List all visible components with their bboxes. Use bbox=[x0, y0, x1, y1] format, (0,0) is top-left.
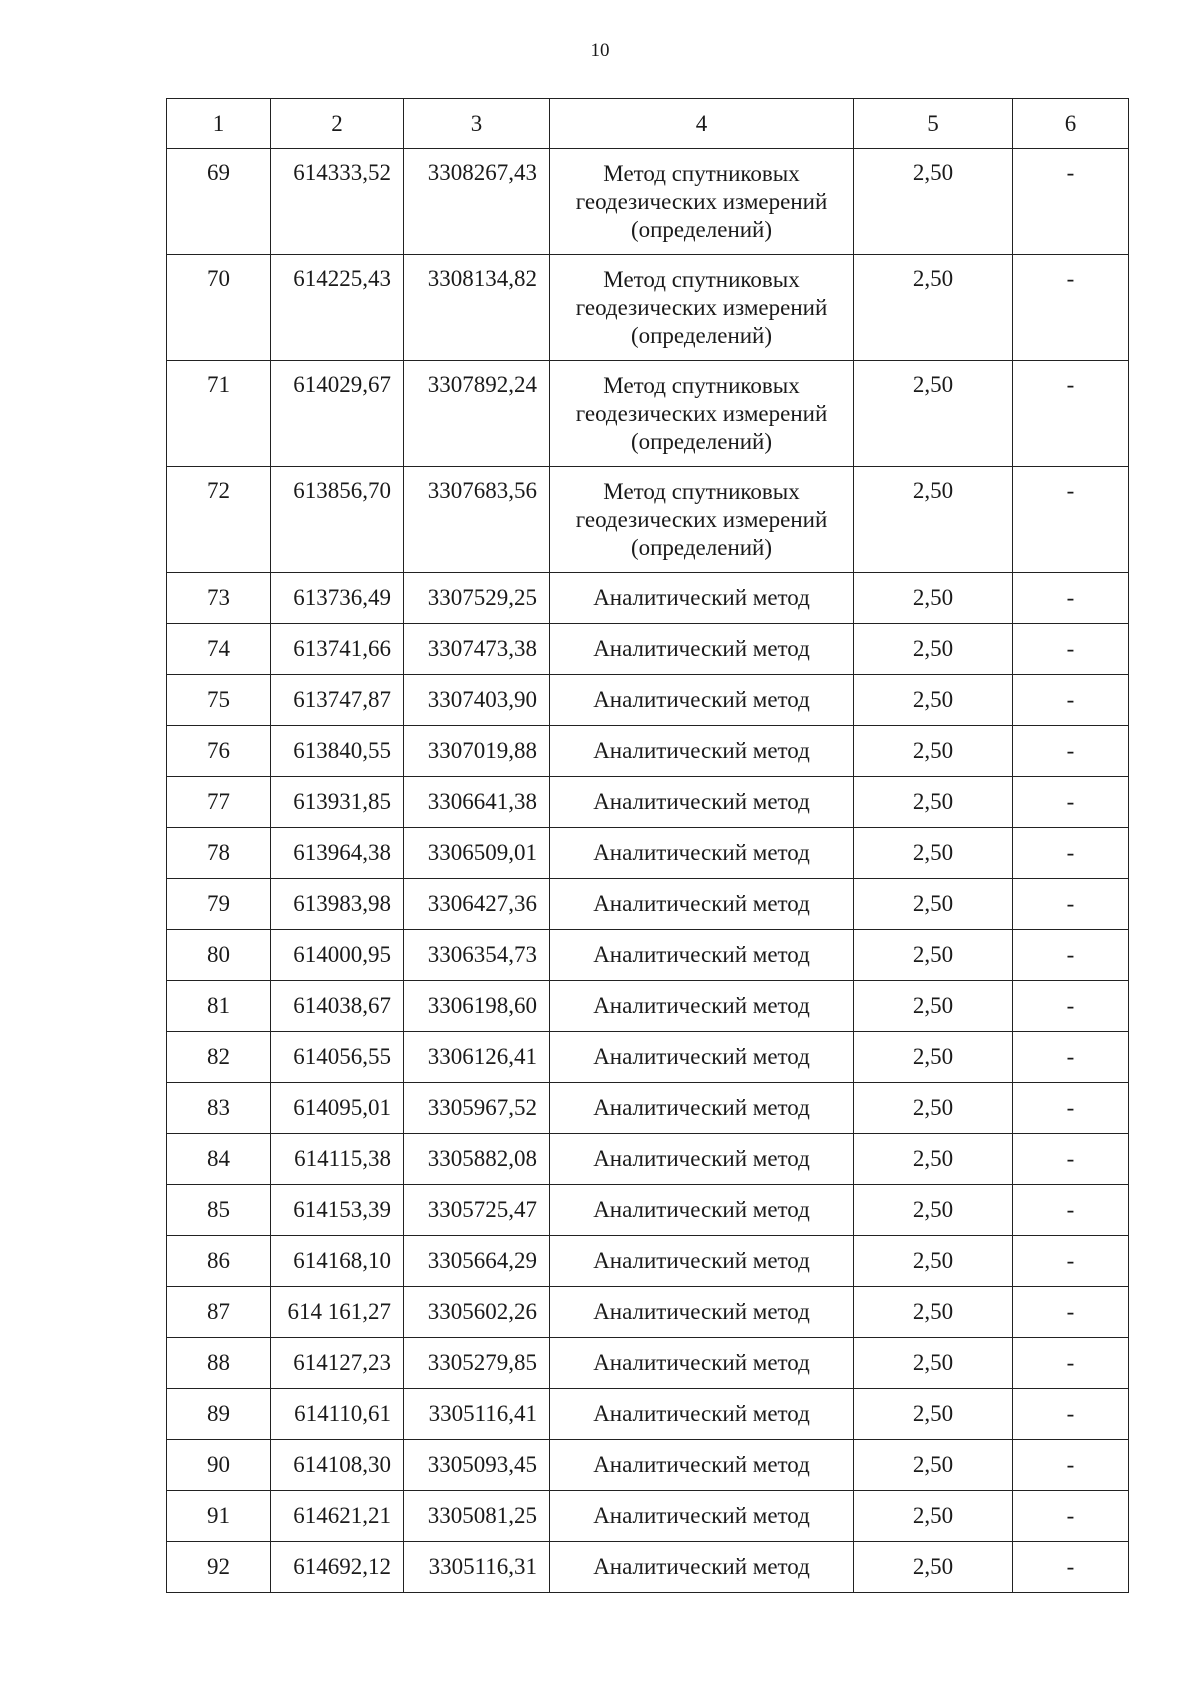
accuracy-cell: 2,50 bbox=[854, 149, 1013, 255]
accuracy-cell: 2,50 bbox=[854, 255, 1013, 361]
y-coordinate-cell: 3305081,25 bbox=[404, 1491, 550, 1542]
x-coordinate-cell: 613983,98 bbox=[271, 879, 404, 930]
method-cell: Аналитический метод bbox=[550, 1440, 854, 1491]
point-number-cell: 89 bbox=[167, 1389, 271, 1440]
y-coordinate-cell: 3307683,56 bbox=[404, 467, 550, 573]
point-number-cell: 72 bbox=[167, 467, 271, 573]
method-cell: Метод спутниковых геодезических измерений (определений) bbox=[550, 149, 854, 255]
accuracy-cell: 2,50 bbox=[854, 1389, 1013, 1440]
y-coordinate-cell: 3306509,01 bbox=[404, 828, 550, 879]
table-row bbox=[167, 1389, 1129, 1440]
method-cell: Аналитический метод bbox=[550, 1083, 854, 1134]
note-cell: - bbox=[1013, 624, 1129, 675]
method-cell: Аналитический метод bbox=[550, 1185, 854, 1236]
accuracy-cell: 2,50 bbox=[854, 828, 1013, 879]
point-number-cell: 85 bbox=[167, 1185, 271, 1236]
note-cell: - bbox=[1013, 1185, 1129, 1236]
x-coordinate-cell: 613964,38 bbox=[271, 828, 404, 879]
note-cell: - bbox=[1013, 879, 1129, 930]
note-cell: - bbox=[1013, 361, 1129, 467]
accuracy-cell: 2,50 bbox=[854, 879, 1013, 930]
accuracy-cell: 2,50 bbox=[854, 1491, 1013, 1542]
table-row bbox=[167, 1338, 1129, 1389]
point-number-cell: 86 bbox=[167, 1236, 271, 1287]
y-coordinate-cell: 3305279,85 bbox=[404, 1338, 550, 1389]
y-coordinate-cell: 3305093,45 bbox=[404, 1440, 550, 1491]
table-row bbox=[167, 255, 1129, 361]
point-number-cell: 70 bbox=[167, 255, 271, 361]
accuracy-cell: 2,50 bbox=[854, 930, 1013, 981]
table-row bbox=[167, 1083, 1129, 1134]
header-cell-3: 3 bbox=[404, 99, 550, 149]
y-coordinate-cell: 3305602,26 bbox=[404, 1287, 550, 1338]
table-row bbox=[167, 1185, 1129, 1236]
accuracy-cell: 2,50 bbox=[854, 1542, 1013, 1593]
point-number-cell: 83 bbox=[167, 1083, 271, 1134]
x-coordinate-cell: 613741,66 bbox=[271, 624, 404, 675]
note-cell: - bbox=[1013, 1236, 1129, 1287]
x-coordinate-cell: 614110,61 bbox=[271, 1389, 404, 1440]
method-cell: Аналитический метод bbox=[550, 1134, 854, 1185]
method-cell: Метод спутниковых геодезических измерений (определений) bbox=[550, 255, 854, 361]
table-row bbox=[167, 1440, 1129, 1491]
table-row bbox=[167, 1134, 1129, 1185]
y-coordinate-cell: 3307892,24 bbox=[404, 361, 550, 467]
note-cell: - bbox=[1013, 1134, 1129, 1185]
method-cell: Аналитический метод bbox=[550, 726, 854, 777]
y-coordinate-cell: 3307019,88 bbox=[404, 726, 550, 777]
accuracy-cell: 2,50 bbox=[854, 777, 1013, 828]
point-number-cell: 77 bbox=[167, 777, 271, 828]
point-number-cell: 84 bbox=[167, 1134, 271, 1185]
point-number-cell: 75 bbox=[167, 675, 271, 726]
accuracy-cell: 2,50 bbox=[854, 1236, 1013, 1287]
note-cell: - bbox=[1013, 1287, 1129, 1338]
point-number-cell: 78 bbox=[167, 828, 271, 879]
method-cell: Аналитический метод bbox=[550, 624, 854, 675]
note-cell: - bbox=[1013, 1338, 1129, 1389]
note-cell: - bbox=[1013, 930, 1129, 981]
x-coordinate-cell: 614115,38 bbox=[271, 1134, 404, 1185]
x-coordinate-cell: 614000,95 bbox=[271, 930, 404, 981]
point-number-cell: 81 bbox=[167, 981, 271, 1032]
note-cell: - bbox=[1013, 149, 1129, 255]
method-cell: Аналитический метод bbox=[550, 1491, 854, 1542]
table-row bbox=[167, 573, 1129, 624]
accuracy-cell: 2,50 bbox=[854, 1134, 1013, 1185]
note-cell: - bbox=[1013, 1440, 1129, 1491]
page-number: 10 bbox=[590, 40, 610, 61]
table-header bbox=[167, 99, 1129, 149]
x-coordinate-cell: 614225,43 bbox=[271, 255, 404, 361]
accuracy-cell: 2,50 bbox=[854, 361, 1013, 467]
note-cell: - bbox=[1013, 1389, 1129, 1440]
x-coordinate-cell: 614029,67 bbox=[271, 361, 404, 467]
y-coordinate-cell: 3307403,90 bbox=[404, 675, 550, 726]
note-cell: - bbox=[1013, 573, 1129, 624]
point-number-cell: 90 bbox=[167, 1440, 271, 1491]
x-coordinate-cell: 614692,12 bbox=[271, 1542, 404, 1593]
method-cell: Аналитический метод bbox=[550, 1542, 854, 1593]
y-coordinate-cell: 3308267,43 bbox=[404, 149, 550, 255]
method-cell: Аналитический метод bbox=[550, 930, 854, 981]
table-row bbox=[167, 726, 1129, 777]
point-number-cell: 92 bbox=[167, 1542, 271, 1593]
method-cell: Метод спутниковых геодезических измерений (определений) bbox=[550, 361, 854, 467]
table-row bbox=[167, 361, 1129, 467]
point-number-cell: 71 bbox=[167, 361, 271, 467]
accuracy-cell: 2,50 bbox=[854, 624, 1013, 675]
x-coordinate-cell: 613747,87 bbox=[271, 675, 404, 726]
x-coordinate-cell: 614621,21 bbox=[271, 1491, 404, 1542]
accuracy-cell: 2,50 bbox=[854, 1185, 1013, 1236]
y-coordinate-cell: 3305967,52 bbox=[404, 1083, 550, 1134]
note-cell: - bbox=[1013, 777, 1129, 828]
table-row bbox=[167, 930, 1129, 981]
y-coordinate-cell: 3305882,08 bbox=[404, 1134, 550, 1185]
x-coordinate-cell: 614333,52 bbox=[271, 149, 404, 255]
coordinates-table bbox=[166, 98, 1129, 1593]
table-body bbox=[167, 149, 1129, 1593]
point-number-cell: 69 bbox=[167, 149, 271, 255]
point-number-cell: 87 bbox=[167, 1287, 271, 1338]
header-cell-2: 2 bbox=[271, 99, 404, 149]
header-cell-5: 5 bbox=[854, 99, 1013, 149]
accuracy-cell: 2,50 bbox=[854, 981, 1013, 1032]
y-coordinate-cell: 3306198,60 bbox=[404, 981, 550, 1032]
x-coordinate-cell: 614 161,27 bbox=[271, 1287, 404, 1338]
table-row bbox=[167, 149, 1129, 255]
accuracy-cell: 2,50 bbox=[854, 1032, 1013, 1083]
note-cell: - bbox=[1013, 828, 1129, 879]
point-number-cell: 73 bbox=[167, 573, 271, 624]
y-coordinate-cell: 3306354,73 bbox=[404, 930, 550, 981]
method-cell: Аналитический метод bbox=[550, 573, 854, 624]
point-number-cell: 91 bbox=[167, 1491, 271, 1542]
x-coordinate-cell: 614108,30 bbox=[271, 1440, 404, 1491]
method-cell: Аналитический метод bbox=[550, 1338, 854, 1389]
x-coordinate-cell: 614056,55 bbox=[271, 1032, 404, 1083]
x-coordinate-cell: 614153,39 bbox=[271, 1185, 404, 1236]
method-cell: Аналитический метод bbox=[550, 981, 854, 1032]
x-coordinate-cell: 614127,23 bbox=[271, 1338, 404, 1389]
table-row bbox=[167, 1542, 1129, 1593]
header-cell-4: 4 bbox=[550, 99, 854, 149]
y-coordinate-cell: 3306427,36 bbox=[404, 879, 550, 930]
note-cell: - bbox=[1013, 467, 1129, 573]
note-cell: - bbox=[1013, 255, 1129, 361]
table-row bbox=[167, 828, 1129, 879]
table-row bbox=[167, 1491, 1129, 1542]
point-number-cell: 80 bbox=[167, 930, 271, 981]
table-row bbox=[167, 1287, 1129, 1338]
method-cell: Аналитический метод bbox=[550, 1032, 854, 1083]
accuracy-cell: 2,50 bbox=[854, 1287, 1013, 1338]
x-coordinate-cell: 613840,55 bbox=[271, 726, 404, 777]
table-row bbox=[167, 675, 1129, 726]
x-coordinate-cell: 613856,70 bbox=[271, 467, 404, 573]
y-coordinate-cell: 3305664,29 bbox=[404, 1236, 550, 1287]
table-row bbox=[167, 879, 1129, 930]
method-cell: Аналитический метод bbox=[550, 777, 854, 828]
point-number-cell: 76 bbox=[167, 726, 271, 777]
table-row bbox=[167, 981, 1129, 1032]
y-coordinate-cell: 3308134,82 bbox=[404, 255, 550, 361]
accuracy-cell: 2,50 bbox=[854, 1440, 1013, 1491]
y-coordinate-cell: 3305116,41 bbox=[404, 1389, 550, 1440]
method-cell: Аналитический метод bbox=[550, 1389, 854, 1440]
note-cell: - bbox=[1013, 1083, 1129, 1134]
accuracy-cell: 2,50 bbox=[854, 573, 1013, 624]
method-cell: Аналитический метод bbox=[550, 879, 854, 930]
note-cell: - bbox=[1013, 1542, 1129, 1593]
note-cell: - bbox=[1013, 675, 1129, 726]
table-row bbox=[167, 1236, 1129, 1287]
method-cell: Метод спутниковых геодезических измерений (определений) bbox=[550, 467, 854, 573]
x-coordinate-cell: 614038,67 bbox=[271, 981, 404, 1032]
y-coordinate-cell: 3305116,31 bbox=[404, 1542, 550, 1593]
method-cell: Аналитический метод bbox=[550, 828, 854, 879]
x-coordinate-cell: 613931,85 bbox=[271, 777, 404, 828]
method-cell: Аналитический метод bbox=[550, 1236, 854, 1287]
note-cell: - bbox=[1013, 726, 1129, 777]
x-coordinate-cell: 614095,01 bbox=[271, 1083, 404, 1134]
accuracy-cell: 2,50 bbox=[854, 1338, 1013, 1389]
note-cell: - bbox=[1013, 981, 1129, 1032]
y-coordinate-cell: 3307529,25 bbox=[404, 573, 550, 624]
y-coordinate-cell: 3305725,47 bbox=[404, 1185, 550, 1236]
header-cell-6: 6 bbox=[1013, 99, 1129, 149]
table-row bbox=[167, 624, 1129, 675]
point-number-cell: 79 bbox=[167, 879, 271, 930]
table-row bbox=[167, 467, 1129, 573]
table-row bbox=[167, 1032, 1129, 1083]
header-row bbox=[167, 99, 1129, 149]
y-coordinate-cell: 3306641,38 bbox=[404, 777, 550, 828]
point-number-cell: 74 bbox=[167, 624, 271, 675]
point-number-cell: 88 bbox=[167, 1338, 271, 1389]
header-cell-1: 1 bbox=[167, 99, 271, 149]
accuracy-cell: 2,50 bbox=[854, 1083, 1013, 1134]
y-coordinate-cell: 3306126,41 bbox=[404, 1032, 550, 1083]
accuracy-cell: 2,50 bbox=[854, 675, 1013, 726]
point-number-cell: 82 bbox=[167, 1032, 271, 1083]
x-coordinate-cell: 614168,10 bbox=[271, 1236, 404, 1287]
note-cell: - bbox=[1013, 1032, 1129, 1083]
accuracy-cell: 2,50 bbox=[854, 726, 1013, 777]
table-row bbox=[167, 777, 1129, 828]
y-coordinate-cell: 3307473,38 bbox=[404, 624, 550, 675]
note-cell: - bbox=[1013, 1491, 1129, 1542]
method-cell: Аналитический метод bbox=[550, 1287, 854, 1338]
accuracy-cell: 2,50 bbox=[854, 467, 1013, 573]
x-coordinate-cell: 613736,49 bbox=[271, 573, 404, 624]
method-cell: Аналитический метод bbox=[550, 675, 854, 726]
